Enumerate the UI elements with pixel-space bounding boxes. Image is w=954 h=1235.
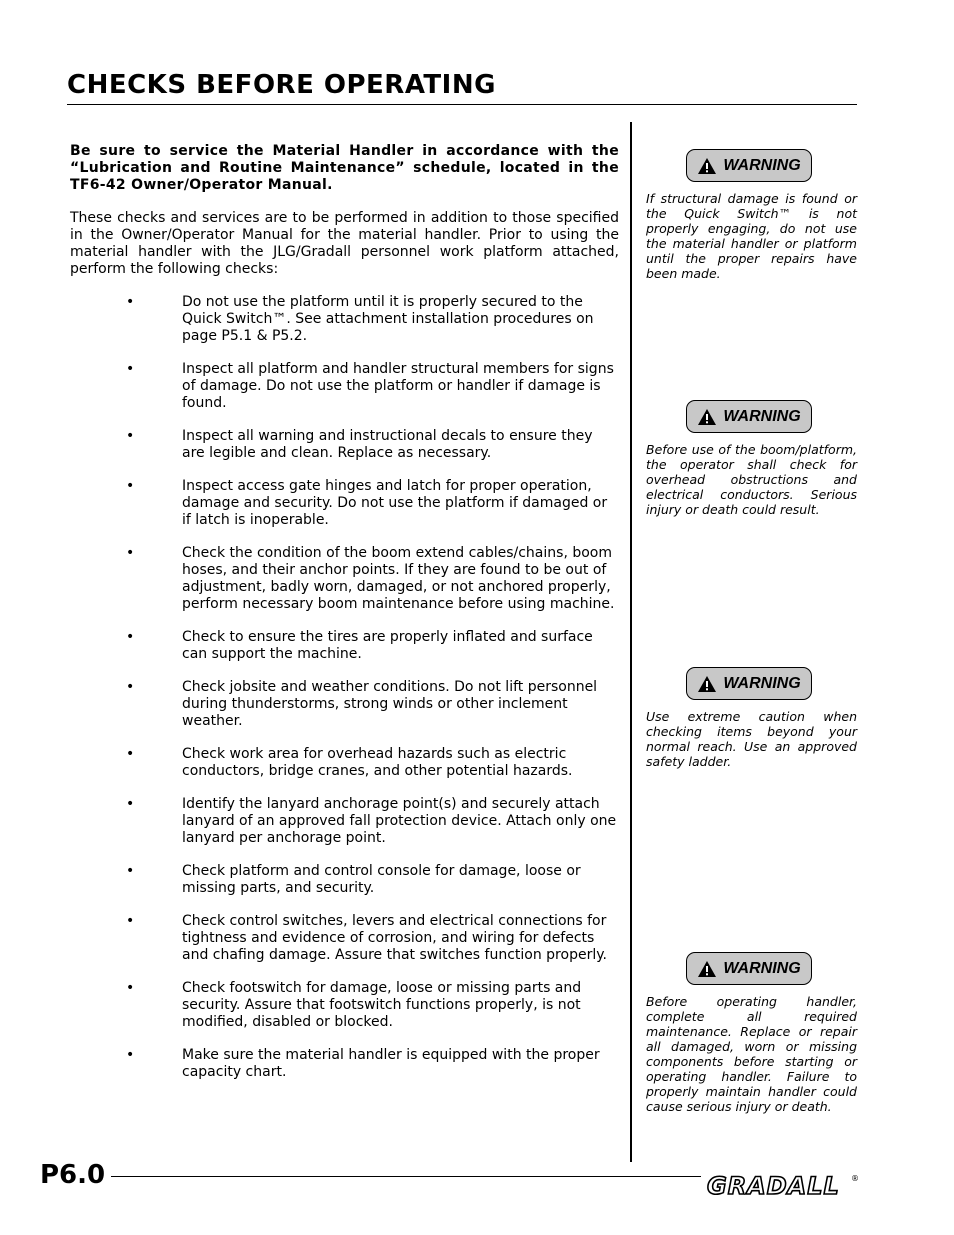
checklist-item xyxy=(70,545,619,613)
warning-triangle-icon xyxy=(697,960,717,978)
warning-block-maintenance xyxy=(646,952,857,1114)
bullet: • xyxy=(126,1047,135,1063)
warning-triangle-icon xyxy=(697,675,717,693)
bullet: • xyxy=(126,863,135,879)
warning-text: Before use of the boom/platform, the operator shall check for overhead obstructions and electrical conductors. Serious injury or death could result. xyxy=(646,442,857,517)
checklist-item-text: Check jobsite and weather conditions. Do not lift personnel during thunderstorms, strong winds or other inclement weather. xyxy=(182,679,598,729)
bullet: • xyxy=(126,796,135,812)
main-column xyxy=(70,143,619,1097)
bullet: • xyxy=(126,361,135,377)
warning-badge xyxy=(686,400,812,433)
bullet: • xyxy=(126,294,135,310)
checklist-item-text: Do not use the platform until it is properly secured to the Quick Switch™. See attachment installation procedures on page P5.1 & P5.2. xyxy=(182,294,594,344)
column-divider xyxy=(630,122,632,1162)
bullet: • xyxy=(126,980,135,996)
warning-label: WARNING xyxy=(723,960,801,977)
warning-badge xyxy=(686,149,812,182)
warning-badge xyxy=(686,667,812,700)
checklist-item-text: Check control switches, levers and electrical connections for tightness and evidence of corrosion, and wiring for defects and chafing damage. Assure that switches function properly. xyxy=(182,913,607,963)
checklist-item-text: Inspect all warning and instructional decals to ensure they are legible and clean. Replace as necessary. xyxy=(182,428,593,461)
warning-text: Use extreme caution when checking items beyond your normal reach. Use an approved safety ladder. xyxy=(646,709,857,769)
registered-mark: ® xyxy=(851,1174,859,1183)
checklist-item xyxy=(70,863,619,897)
warning-badge xyxy=(686,952,812,985)
checklist xyxy=(70,294,619,1081)
checklist-item-text: Identify the lanyard anchorage point(s) and securely attach lanyard of an approved fall protection device. Attach only one lanyard per anchorage point. xyxy=(182,796,617,846)
checklist-item xyxy=(70,629,619,663)
title-divider xyxy=(67,104,857,105)
checklist-item-text: Check the condition of the boom extend cables/chains, boom hoses, and their anchor points. If they are found to be out of adjustment, badly worn, damaged, or not anchored properly, perform necessary boom maintenance before using machine. xyxy=(182,545,615,612)
checklist-item xyxy=(70,294,619,345)
warning-text: Before operating handler, complete all required maintenance. Replace or repair all damaged, worn or missing components before starting or operating handler. Failure to properly maintain handler could cause serious injury or death. xyxy=(646,994,857,1114)
warning-label: WARNING xyxy=(723,408,801,425)
bullet: • xyxy=(126,913,135,929)
bullet: • xyxy=(126,428,135,444)
checklist-item-text: Inspect all platform and handler structural members for signs of damage. Do not use the platform or handler if damage is found. xyxy=(182,361,614,411)
checklist-item xyxy=(70,796,619,847)
bullet: • xyxy=(126,545,135,561)
checklist-item-text: Check footswitch for damage, loose or missing parts and security. Assure that footswitch functions properly, is not modified, disabled or blocked. xyxy=(182,980,582,1030)
bullet: • xyxy=(126,746,135,762)
bullet: • xyxy=(126,629,135,645)
checklist-item xyxy=(70,980,619,1031)
warning-triangle-icon xyxy=(697,408,717,426)
bullet: • xyxy=(126,679,135,695)
warning-triangle-icon xyxy=(697,157,717,175)
checklist-item xyxy=(70,478,619,529)
warning-block-overhead xyxy=(646,400,857,517)
checklist-item xyxy=(70,746,619,780)
warning-label: WARNING xyxy=(723,157,801,174)
checklist-item-text: Inspect access gate hinges and latch for proper operation, damage and security. Do not use the platform if damaged or if latch is inoperable. xyxy=(182,478,608,528)
bullet: • xyxy=(126,478,135,494)
checklist-item xyxy=(70,679,619,730)
checklist-item xyxy=(70,913,619,964)
page-title: CHECKS BEFORE OPERATING xyxy=(67,70,496,100)
service-notice: Be sure to service the Material Handler in accordance with the “Lubrication and Routine Maintenance” schedule, located in the TF6-42 Owner/Operator Manual. xyxy=(70,143,619,193)
checklist-item-text: Check to ensure the tires are properly inflated and surface can support the machine. xyxy=(182,629,593,662)
warning-block-structural xyxy=(646,149,857,281)
footer-divider xyxy=(111,1176,701,1177)
gradall-logo xyxy=(705,1170,860,1198)
checklist-item-text: Check platform and control console for damage, loose or missing parts, and security. xyxy=(182,863,581,896)
warning-block-reach xyxy=(646,667,857,769)
checklist-item xyxy=(70,428,619,462)
checklist-item-text: Check work area for overhead hazards such as electric conductors, bridge cranes, and other potential hazards. xyxy=(182,746,573,779)
page-number: P6.0 xyxy=(40,1160,106,1190)
intro-paragraph: These checks and services are to be performed in addition to those specified in the Owner/Operator Manual for the material handler. Prior to using the material handler with the JLG/Gradall personnel work platform attached, perform the following checks: xyxy=(70,210,619,277)
warning-text: If structural damage is found or the Quick Switch™ is not properly engaging, do not use the material handler or platform until the proper repairs have been made. xyxy=(646,191,857,281)
warning-label: WARNING xyxy=(723,675,801,692)
checklist-item xyxy=(70,1047,619,1081)
checklist-item xyxy=(70,361,619,412)
checklist-item-text: Make sure the material handler is equipped with the proper capacity chart. xyxy=(182,1047,600,1080)
logo-wordmark: GRADALL xyxy=(707,1172,840,1198)
